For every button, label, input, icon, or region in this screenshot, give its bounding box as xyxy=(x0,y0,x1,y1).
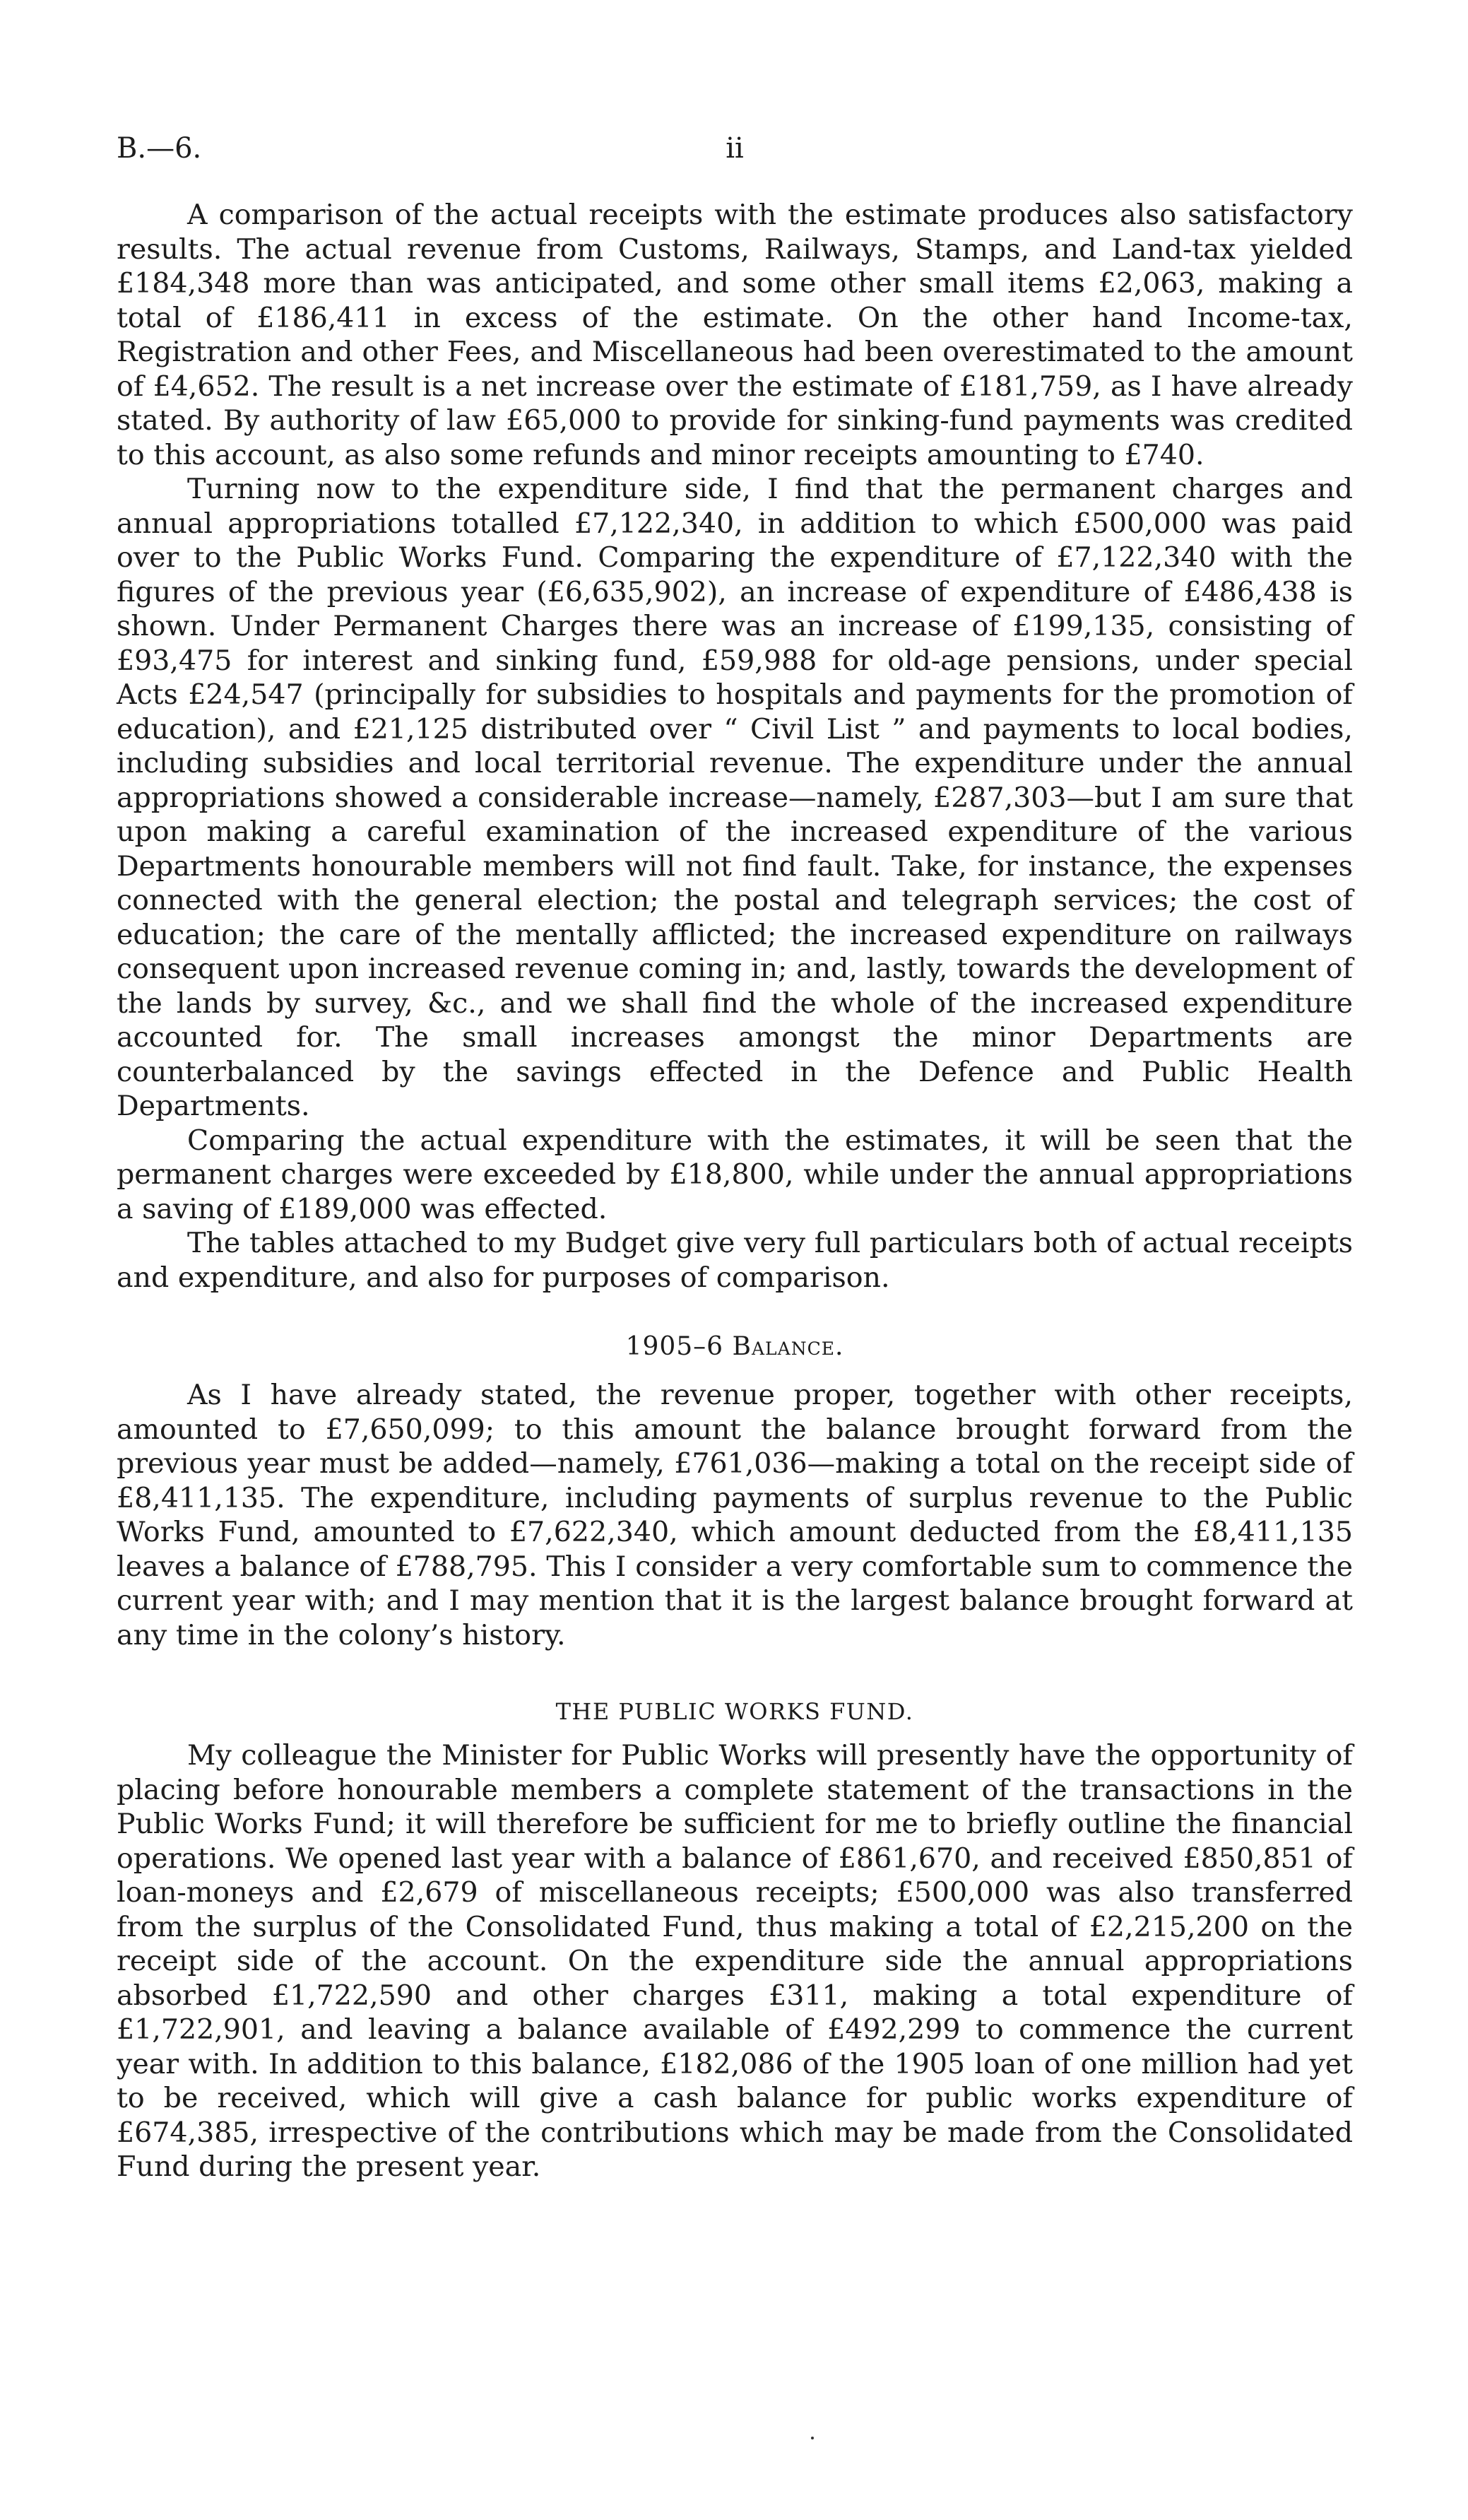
balance-heading xyxy=(117,1330,1353,1364)
print-speck xyxy=(811,2437,814,2439)
receipts-comparison-section xyxy=(117,198,1353,1295)
balance-section xyxy=(117,1330,1353,1652)
page-body xyxy=(117,198,1353,2184)
page-number: ii xyxy=(726,132,744,165)
balance-heading-year: 1905–6 xyxy=(625,1332,724,1361)
paragraph-public-works-fund: My colleague the Minister for Public Works will presently have the opportunity of placing before honourable members a complete statement of the transactions in the Public Works Fund; it will therefore be sufficient for me to briefly outline the financial operations. We opened last year with a balance of £861,670, and received £850,851 of loan-moneys and £2,679 of miscellaneous receipts; £500,000 was also transferred from the surplus of the Consolidated Fund, thus making a total of £2,215,200 on the receipt side of the account. On the expenditure side the annual appropriations absorbed £1,722,590 and other charges £311, making a total expenditure of £1,722,901, and leaving a balance available of £492,299 to commence the current year with. In addition to this balance, £182,086 of the 1905 loan of one million had yet to be received, which will give a cash balance for public works expenditure of £674,385, irrespective of the contributions which may be made from the Consolidated Fund during the present year. xyxy=(117,1739,1353,2183)
paragraph-budget-tables: The tables attached to my Budget give very full particulars both of actual receipts and expenditure, and also for purposes of comparison. xyxy=(117,1227,1353,1294)
public-works-fund-section xyxy=(117,1695,1353,2184)
running-head xyxy=(117,127,1353,170)
paragraph-expenditure-side: Turning now to the expenditure side, I find that the permanent charges and annual appropriations totalled £7,122,340, in addition to which £500,000 was paid over to the Public Works Fund. Comparing the expenditure of £7,122,340 with the figures of the previous year (£6,635,902), an increase of expenditure of £486,438 is shown. Under Permanent Charges there was an increase of £199,135, consisting of £93,475 for interest and sinking fund, £59,988 for old-age pensions, under special Acts £24,547 (principally for subsidies to hospitals and payments for the promotion of education), and £21,125 distributed over “ Civil List ” and payments to local bodies, including subsidies and local territorial revenue. The expenditure under the annual appropriations showed a considerable increase—namely, £287,303—but I am sure that upon making a careful examination of the increased expenditure of the various Departments honourable members will not find fault. Take, for instance, the expenses connected with the general election; the postal and telegraph services; the cost of education; the care of the mentally afflicted; the increased expenditure on railways consequent upon increased revenue coming in; and, lastly, towards the development of the lands by survey, &c., and we shall find the whole of the increased expenditure accounted for. The small increases amongst the minor Departments are counterbalanced by the savings effected in the Defence and Public Health Departments. xyxy=(117,473,1353,1122)
paragraph-balance: As I have already stated, the revenue proper, together with other receipts, amounted to £7,650,099; to this amount the balance brought forward from the previous year must be added—namely, £761,036—making a total on the receipt side of £8,411,135. The expenditure, including payments of surplus revenue to the Public Works Fund, amounted to £7,622,340, which amount deducted from the £8,411,135 leaves a balance of £788,795. This I consider a very comfortable sum to commence the current year with; and I may mention that it is the largest balance brought forward at any time in the colony’s history. xyxy=(117,1379,1353,1651)
paper-reference: B.—6. xyxy=(117,132,202,165)
public-works-fund-heading: THE PUBLIC WORKS FUND. xyxy=(555,1698,914,1725)
paragraph-expenditure-vs-estimates: Comparing the actual expenditure with the estimates, it will be seen that the permanent charges were exceeded by £18,800, while under the annual appropriations a saving of £189,000 was effected. xyxy=(117,1124,1353,1225)
balance-heading-word: Balance. xyxy=(732,1332,844,1361)
paragraph-receipts-comparison: A comparison of the actual receipts with the estimate produces also satisfactory results. The actual revenue from Customs, Railways, Stamps, and Land-tax yielded £184,348 more than was anticipated, and some other small items £2,063, making a total of £186,411 in excess of the estimate. On the other hand Income-tax, Registration and other Fees, and Miscellaneous had been overestimated to the amount of £4,652. The result is a net increase over the estimate of £181,759, as I have already stated. By authority of law £65,000 to provide for sinking-fund payments was credited to this account, as also some refunds and minor receipts amounting to £740. xyxy=(117,199,1353,471)
